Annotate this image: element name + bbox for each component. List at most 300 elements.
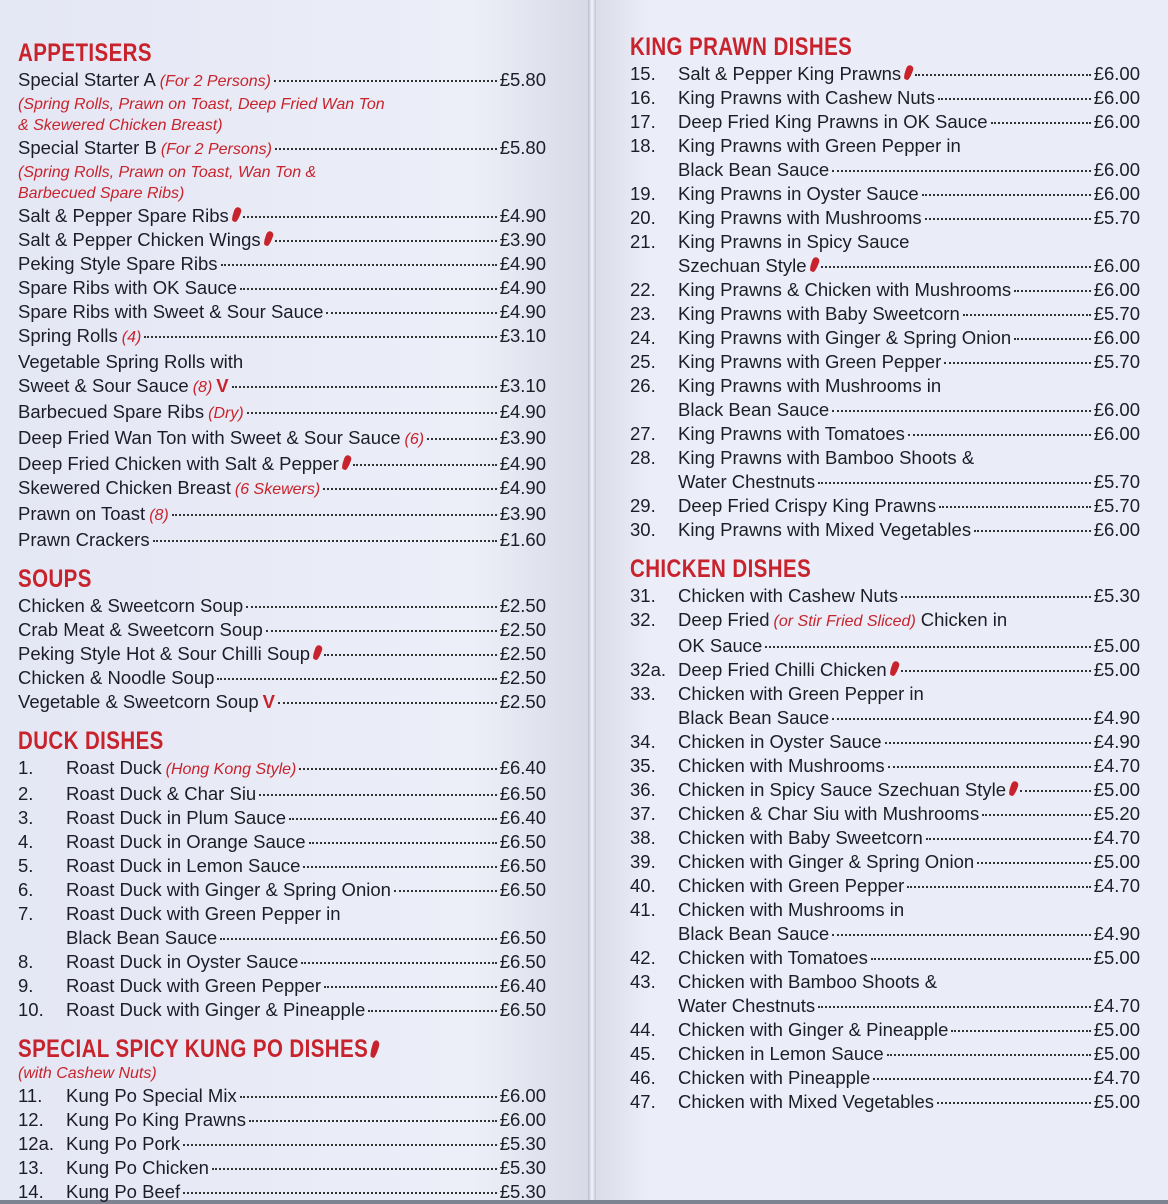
menu-item (18, 68, 546, 94)
item-body (678, 658, 1140, 682)
item-body (678, 802, 1140, 826)
item-name: Roast Duck with Green Pepper (66, 975, 322, 996)
item-body (678, 278, 1140, 302)
item-body (18, 528, 546, 552)
menu-item (18, 926, 546, 950)
item-number: 30. (630, 519, 656, 540)
dot-leader (212, 1168, 497, 1170)
item-body (678, 374, 1140, 398)
item-number: 8. (18, 951, 34, 972)
item-price: £4.90 (499, 453, 546, 474)
menu-section (630, 32, 1140, 542)
item-name-first-line: Deep Fried (678, 609, 770, 630)
dot-leader (183, 1144, 497, 1146)
item-body (66, 830, 546, 854)
item-body (678, 230, 1140, 254)
menu-item (18, 666, 546, 690)
item-name: Prawn on Toast (18, 503, 146, 524)
item-price: £5.00 (1093, 659, 1140, 680)
menu-item (630, 754, 1140, 778)
item-name: Deep Fried Chicken with Salt & Pepper (18, 453, 339, 474)
item-price: £5.00 (1093, 1091, 1140, 1112)
item-name: Kung Po Pork (66, 1133, 181, 1154)
section-title: DUCK DISHES (18, 727, 164, 755)
chili-icon (808, 256, 820, 272)
section-title: SPECIAL SPICY KUNG PO DISHES (18, 1034, 451, 1064)
menu-item (630, 706, 1140, 730)
item-name: Chicken with Pineapple (678, 1067, 871, 1088)
item-number: 43. (630, 971, 656, 992)
menu-item (630, 182, 1140, 206)
item-name: Salt & Pepper Spare Ribs (18, 205, 229, 226)
item-name: Crab Meat & Sweetcorn Soup (18, 619, 263, 640)
menu-item (18, 136, 546, 162)
item-name-first-line: King Prawns with Green Pepper in (678, 135, 961, 156)
dot-leader (832, 718, 1091, 720)
item-name: Black Bean Sauce (678, 923, 830, 944)
menu-item (630, 398, 1140, 422)
item-body (678, 1018, 1140, 1042)
item-name: Black Bean Sauce (66, 927, 218, 948)
item-body (18, 642, 546, 666)
dot-leader (232, 386, 497, 388)
section-title: KING PRAWN DISHES (630, 33, 853, 61)
item-name-first-line: Roast Duck with Green Pepper in (66, 903, 341, 924)
menu-item (18, 400, 546, 426)
dot-leader (246, 606, 496, 608)
item-body (18, 690, 546, 714)
item-number: 47. (630, 1091, 656, 1112)
dot-leader (937, 1102, 1091, 1104)
menu-section (18, 38, 546, 552)
item-name-first-line: Chicken with Bamboo Shoots & (678, 971, 938, 992)
item-body (18, 228, 546, 252)
item-number: 44. (630, 1019, 656, 1040)
menu-item (18, 854, 546, 878)
item-number: 6. (18, 879, 34, 900)
menu-item (18, 974, 546, 998)
item-body (18, 204, 546, 228)
item-name: Roast Duck (66, 757, 162, 778)
item-name: King Prawns with Mushrooms (678, 207, 922, 228)
item-body (66, 1108, 546, 1132)
item-number: 28. (630, 447, 656, 468)
item-price: £5.30 (499, 1133, 546, 1154)
item-body (678, 446, 1140, 470)
item-price: £6.50 (499, 951, 546, 972)
menu-section (18, 714, 546, 1022)
item-description: & Skewered Chicken Breast) (18, 117, 223, 134)
chili-icon (903, 64, 915, 80)
item-price: £6.00 (499, 1109, 546, 1130)
item-number: 12. (18, 1109, 44, 1130)
item-name: Kung Po Chicken (66, 1157, 209, 1178)
menu-item (630, 922, 1140, 946)
item-name: Skewered Chicken Breast (18, 477, 231, 498)
item-body (678, 634, 1140, 658)
item-body (678, 778, 1140, 802)
dot-leader (220, 938, 497, 940)
item-price: £5.70 (1093, 303, 1140, 324)
item-name: Special Starter B (18, 137, 157, 158)
dot-leader (765, 646, 1090, 648)
item-price: £6.00 (1093, 255, 1140, 276)
section-note: (with Cashew Nuts) (18, 1065, 157, 1082)
item-number: 32a. (630, 659, 667, 680)
item-body (678, 850, 1140, 874)
menu-item (18, 300, 546, 324)
menu-item (630, 62, 1140, 86)
dot-leader (240, 288, 497, 290)
menu-item (18, 476, 546, 502)
menu-item (630, 778, 1140, 802)
item-number: 5. (18, 855, 34, 876)
dot-leader (247, 412, 497, 414)
item-price: £1.60 (499, 529, 546, 550)
chili-icon (1008, 780, 1020, 796)
item-body (678, 922, 1140, 946)
dot-leader (938, 98, 1091, 100)
item-price: £6.50 (499, 999, 546, 1020)
menu-item (18, 276, 546, 300)
item-price: £5.00 (1093, 1019, 1140, 1040)
item-price: £6.00 (1093, 423, 1140, 444)
item-body (66, 926, 546, 950)
section-gap (630, 542, 1140, 550)
item-name: Barbecued Spare Ribs (18, 401, 205, 422)
item-body (678, 470, 1140, 494)
menu-item (18, 426, 546, 452)
item-price: £3.90 (499, 427, 546, 448)
dot-leader (873, 1078, 1090, 1080)
dot-leader (221, 264, 497, 266)
item-note: (6 Skewers) (234, 481, 321, 498)
menu-section (18, 552, 546, 714)
dot-leader (901, 596, 1091, 598)
item-body (678, 182, 1140, 206)
item-price: £6.50 (499, 855, 546, 876)
item-price: £5.20 (1093, 803, 1140, 824)
item-body (678, 134, 1140, 158)
dot-leader (821, 266, 1091, 268)
dot-leader (926, 838, 1091, 840)
section-gap (18, 1022, 546, 1030)
item-name: Spare Ribs with Sweet & Sour Sauce (18, 301, 324, 322)
item-number: 11. (18, 1085, 43, 1106)
item-price: £5.00 (1093, 851, 1140, 872)
chili-icon (230, 206, 242, 222)
dot-leader (887, 1054, 1091, 1056)
dot-leader (289, 818, 497, 820)
item-number: 29. (630, 495, 656, 516)
item-price: £4.90 (499, 253, 546, 274)
item-number: 36. (630, 779, 656, 800)
item-name: Spring Rolls (18, 325, 118, 346)
dot-leader (172, 514, 497, 516)
item-name: Chicken & Noodle Soup (18, 667, 215, 688)
dot-leader (275, 148, 497, 150)
item-number: 26. (630, 375, 656, 396)
item-number: 25. (630, 351, 656, 372)
item-body (66, 782, 546, 806)
dot-leader (303, 866, 496, 868)
item-note: (or Stir Fried Sliced) (773, 613, 916, 630)
item-price: £6.00 (1093, 279, 1140, 300)
item-name: Roast Duck in Orange Sauce (66, 831, 306, 852)
item-name: Roast Duck & Char Siu (66, 783, 257, 804)
item-note: (8) (149, 507, 169, 524)
item-body (18, 136, 546, 162)
menu-item (630, 1042, 1140, 1066)
menu-item (18, 502, 546, 528)
item-description: (Spring Rolls, Prawn on Toast, Wan Ton & (18, 164, 317, 181)
item-name: Roast Duck in Oyster Sauce (66, 951, 299, 972)
item-price: £2.50 (499, 595, 546, 616)
item-body (678, 206, 1140, 230)
item-price: £6.50 (499, 831, 546, 852)
item-price: £5.00 (1093, 947, 1140, 968)
menu-item (630, 874, 1140, 898)
item-name: King Prawns with Green Pepper (678, 351, 942, 372)
item-name: Prawn Crackers (18, 529, 150, 550)
item-name: Chicken with Green Pepper (678, 875, 905, 896)
item-note: (8) (192, 379, 213, 396)
item-name: Szechuan Style (678, 255, 807, 276)
item-price: £6.00 (1093, 519, 1140, 540)
menu-item (18, 878, 546, 902)
item-description: Barbecued Spare Ribs) (18, 185, 185, 202)
dot-leader (939, 506, 1091, 508)
item-number: 15. (630, 63, 656, 84)
menu-item (18, 950, 546, 974)
item-name: Special Starter A (18, 69, 156, 90)
item-body (66, 756, 546, 782)
menu-item (630, 518, 1140, 542)
item-name: Chicken in Oyster Sauce (678, 731, 882, 752)
item-price: £2.50 (499, 667, 546, 688)
menu-item (18, 1084, 546, 1108)
menu-item-line (18, 350, 546, 374)
menu-item (18, 1132, 546, 1156)
item-price: £6.40 (499, 757, 546, 778)
item-body (66, 806, 546, 830)
item-number: 4. (18, 831, 34, 852)
item-body (18, 350, 546, 374)
item-body (66, 1156, 546, 1180)
item-number: 18. (630, 135, 656, 156)
dot-leader (278, 702, 497, 704)
item-number: 39. (630, 851, 656, 872)
menu-item (630, 1018, 1140, 1042)
item-name: King Prawns with Ginger & Spring Onion (678, 327, 1012, 348)
item-price: £5.00 (1093, 635, 1140, 656)
item-name: Roast Duck with Ginger & Pineapple (66, 999, 366, 1020)
section-title: CHICKEN DISHES (630, 555, 812, 583)
dot-leader (951, 1030, 1090, 1032)
item-body (678, 1042, 1140, 1066)
item-body (678, 398, 1140, 422)
item-note: (Dry) (208, 405, 244, 422)
item-number: 3. (18, 807, 34, 828)
item-name: Chicken with Cashew Nuts (678, 585, 899, 606)
item-body (678, 826, 1140, 850)
item-price: £4.90 (499, 277, 546, 298)
dot-leader (144, 336, 496, 338)
item-price: £6.00 (1093, 87, 1140, 108)
menu-item (630, 994, 1140, 1018)
item-name: Chicken with Mixed Vegetables (678, 1091, 935, 1112)
menu-item (630, 422, 1140, 446)
item-number: 10. (18, 999, 44, 1020)
item-name: Chicken with Ginger & Pineapple (678, 1019, 949, 1040)
item-name: Water Chestnuts (678, 995, 816, 1016)
item-price: £6.50 (499, 879, 546, 900)
item-number: 19. (630, 183, 656, 204)
item-number: 38. (630, 827, 656, 848)
section-title: APPETISERS (18, 39, 152, 67)
menu-item-line (630, 374, 1140, 398)
item-number: 40. (630, 875, 656, 896)
dot-leader (832, 170, 1091, 172)
dot-leader (153, 540, 497, 542)
item-number: 24. (630, 327, 656, 348)
menu-item (630, 1066, 1140, 1090)
item-body (678, 970, 1140, 994)
dot-leader (394, 890, 497, 892)
item-note: (Hong Kong Style) (165, 761, 297, 778)
item-price: £2.50 (499, 619, 546, 640)
menu-item (18, 228, 546, 252)
item-number: 12a. (18, 1133, 55, 1154)
item-price: £3.90 (499, 503, 546, 524)
dot-leader (818, 1006, 1091, 1008)
menu-item (18, 756, 546, 782)
item-number: 17. (630, 111, 656, 132)
item-body (678, 494, 1140, 518)
dot-leader (323, 488, 496, 490)
dot-leader (324, 986, 497, 988)
item-body (678, 584, 1140, 608)
menu-item (630, 658, 1140, 682)
item-price: £4.70 (1093, 755, 1140, 776)
item-price: £5.00 (1093, 1043, 1140, 1064)
item-body (678, 518, 1140, 542)
item-body (678, 158, 1140, 182)
item-price: £6.00 (499, 1085, 546, 1106)
item-price: £6.00 (1093, 183, 1140, 204)
dot-leader (243, 216, 497, 218)
dot-leader (249, 1120, 497, 1122)
item-name: Kung Po King Prawns (66, 1109, 246, 1130)
item-body (678, 326, 1140, 350)
item-name: Chicken & Char Siu with Mushrooms (678, 803, 980, 824)
item-price: £6.00 (1093, 399, 1140, 420)
item-name: Roast Duck in Lemon Sauce (66, 855, 301, 876)
menu-item (630, 110, 1140, 134)
item-body (18, 666, 546, 690)
item-price: £6.00 (1093, 327, 1140, 348)
chili-icon (369, 1039, 380, 1059)
menu-item-line (630, 682, 1140, 706)
item-body (18, 324, 546, 350)
item-price: £5.80 (499, 69, 546, 90)
item-body (678, 350, 1140, 374)
item-number: 2. (18, 783, 34, 804)
item-body (18, 426, 546, 452)
item-name-first-line: Vegetable Spring Rolls with (18, 351, 244, 372)
menu-item-line (630, 898, 1140, 922)
chili-icon (340, 454, 352, 470)
dot-leader (301, 962, 496, 964)
chili-icon (312, 644, 324, 660)
menu-item-line (630, 970, 1140, 994)
menu-item (18, 690, 546, 714)
item-name: Chicken with Tomatoes (678, 947, 868, 968)
menu-item (18, 830, 546, 854)
item-number: 14. (18, 1181, 44, 1202)
item-name: Chicken with Mushrooms (678, 755, 885, 776)
dot-leader (907, 886, 1090, 888)
menu-item (18, 252, 546, 276)
menu-item (18, 642, 546, 666)
item-body (678, 994, 1140, 1018)
item-price: £4.90 (499, 205, 546, 226)
dot-leader (1020, 790, 1091, 792)
item-body (66, 1084, 546, 1108)
item-note: (4) (121, 329, 142, 346)
item-price: £4.70 (1093, 995, 1140, 1016)
item-name: Chicken in Spicy Sauce Szechuan Style (678, 779, 1007, 800)
menu-item-line (630, 134, 1140, 158)
menu-section (18, 1022, 546, 1204)
menu-item-line (18, 902, 546, 926)
item-body (18, 300, 546, 324)
item-body (66, 854, 546, 878)
dot-leader (309, 842, 497, 844)
dot-leader (974, 530, 1091, 532)
menu-column-right (630, 28, 1140, 1114)
item-number: 7. (18, 903, 34, 924)
item-price: £4.90 (1093, 707, 1140, 728)
dot-leader (274, 80, 497, 82)
dot-leader (217, 678, 496, 680)
item-name: Deep Fried Wan Ton with Sweet & Sour Sauce (18, 427, 401, 448)
item-price: £2.50 (499, 643, 546, 664)
item-body (678, 898, 1140, 922)
item-body (18, 374, 546, 400)
item-price: £6.00 (1093, 159, 1140, 180)
dot-leader (353, 464, 497, 466)
dot-leader (832, 410, 1091, 412)
chili-icon (888, 660, 900, 676)
item-name-continued: Chicken in (920, 609, 1008, 630)
section-gap (18, 552, 546, 560)
dot-leader (901, 670, 1091, 672)
item-price: £6.50 (499, 927, 546, 948)
item-name: Chicken in Lemon Sauce (678, 1043, 884, 1064)
item-number: 21. (630, 231, 656, 252)
item-number: 46. (630, 1067, 656, 1088)
dot-leader (908, 434, 1091, 436)
dot-leader (832, 934, 1091, 936)
item-name: Chicken with Ginger & Spring Onion (678, 851, 975, 872)
item-body (678, 682, 1140, 706)
dot-leader (1014, 338, 1091, 340)
item-name: King Prawns with Cashew Nuts (678, 87, 936, 108)
item-body (18, 276, 546, 300)
dot-leader (885, 742, 1091, 744)
menu-item (630, 494, 1140, 518)
